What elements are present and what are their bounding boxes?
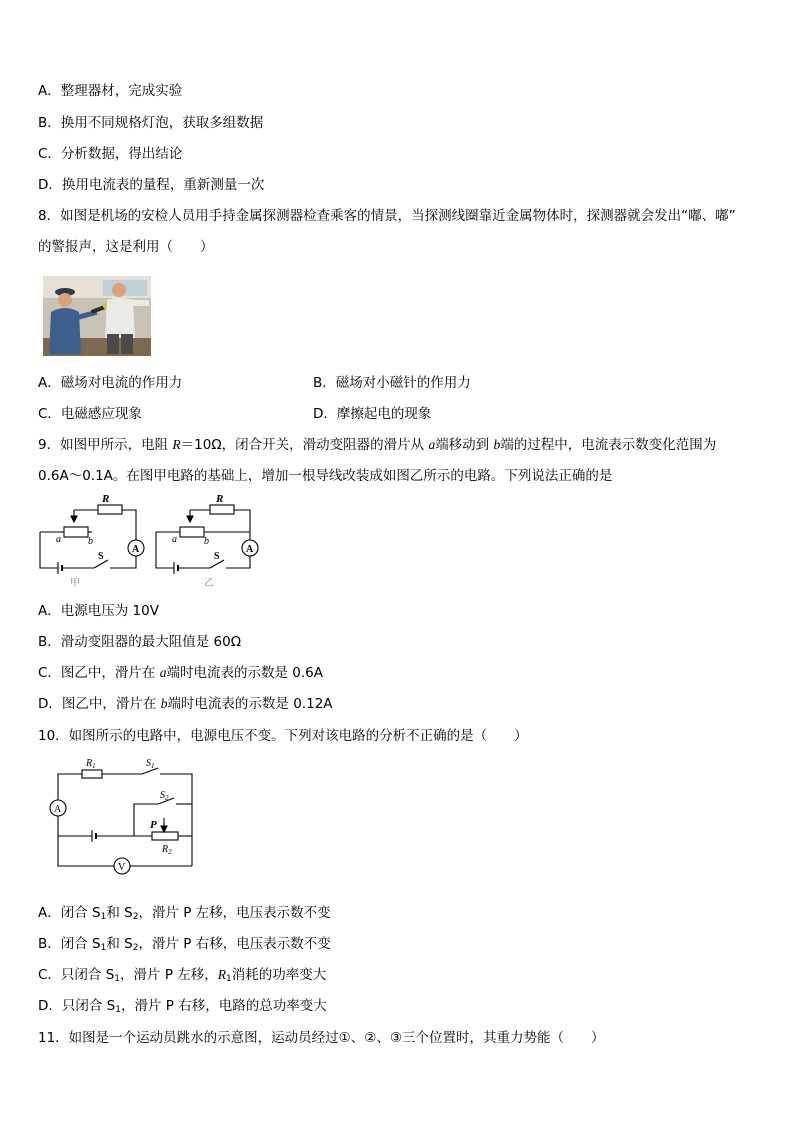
q9-stem-part4: 端的过程中，电流表示数变化范围为 — [500, 437, 717, 453]
q9-stem-a: a — [428, 437, 436, 452]
q10-option-a-part1: A．闭合 S — [38, 905, 101, 921]
q11-stem: 11．如图是一个运动员跳水的示意图，运动员经过①、②、③三个位置时，其重力势能（ ） — [38, 1030, 605, 1046]
q9-option-d — [38, 695, 333, 713]
q10-R2-label: $R_2$ — [162, 844, 172, 856]
q10-circuit — [42, 756, 200, 880]
q9-yi-a-label: a — [172, 534, 177, 545]
q9-stem-line2: 0.6A～0.1A。在图甲电路的基础上，增加一根导线改装成如图乙所示的电路。下列说法正确的是 — [38, 468, 613, 484]
q10-option-c-R: R — [217, 967, 227, 982]
q7-option-a: A．整理器材，完成实验 — [38, 83, 183, 99]
q10-option-d — [38, 997, 327, 1019]
q9-yi-caption: 乙 — [204, 578, 214, 588]
q10-option-b — [38, 935, 331, 957]
q9-option-d-var: b — [160, 696, 168, 711]
q10-option-c-sub1: 1 — [114, 974, 121, 984]
q10-option-b-sub1: 1 — [100, 943, 107, 953]
q9-stem-line1 — [38, 436, 716, 454]
q9-jia-caption: 甲 — [70, 578, 80, 588]
q10-option-d-part2: ，滑片 P 右移，电路的总功率变大 — [121, 998, 327, 1014]
q10-option-b-part1: B．闭合 S — [38, 936, 101, 952]
q9-option-c-part2: 端时电流表的示数是 0.6A — [166, 665, 323, 681]
q8-stem-line2: 的警报声，这是利用（ ） — [38, 239, 214, 255]
security-check-photo — [43, 276, 151, 356]
q10-option-a-sub2: 2 — [132, 912, 139, 922]
q9-circuit-jia — [36, 492, 148, 588]
q10-option-a — [38, 904, 331, 926]
q10-S1-label: $S_1$ — [146, 758, 155, 770]
q9-stem-part3: 端移动到 — [435, 437, 494, 453]
q10-option-c — [38, 966, 326, 988]
q10-option-c-sub2: 1 — [226, 974, 232, 984]
q9-jia-ammeter-label: A — [132, 544, 140, 555]
q10-option-a-sub1: 1 — [100, 912, 107, 922]
q9-option-c-part1: C．图乙中，滑片在 — [38, 665, 160, 681]
q9-option-d-part2: 端时电流表的示数是 0.12A — [167, 696, 333, 712]
q9-option-a: A．电源电压为 10V — [38, 603, 159, 619]
q10-option-a-part3: ，滑片 P 左移，电压表示数不变 — [138, 905, 331, 921]
q7-option-c: C．分析数据，得出结论 — [38, 146, 183, 162]
q10-stem: 10．如图所示的电路中，电源电压不变。下列对该电路的分析不正确的是（ ） — [38, 728, 528, 744]
q10-voltmeter-label: V — [118, 862, 126, 873]
q10-option-d-part1: D．只闭合 S — [38, 998, 116, 1014]
q10-option-c-part3: 消耗的功率变大 — [231, 967, 327, 983]
q10-S2-label: $S_2$ — [160, 790, 169, 802]
q9-yi-ammeter-label: A — [246, 544, 254, 555]
q9-stem-R: R — [172, 437, 181, 452]
q10-option-b-sub2: 2 — [132, 943, 139, 953]
q9-circuit-yi — [152, 492, 270, 588]
q8-option-a: A．磁场对电流的作用力 — [38, 375, 183, 391]
q9-stem-b: b — [493, 437, 501, 452]
q10-R1-label: $R_1$ — [86, 758, 96, 770]
q9-option-b: B．滑动变阻器的最大阻值是 60Ω — [38, 634, 242, 650]
q7-option-d: D．换用电流表的量程，重新测量一次 — [38, 177, 265, 193]
q9-option-c-var: a — [159, 665, 167, 680]
q10-option-a-part2: 和 S — [106, 905, 133, 921]
q9-stem-part1: 9．如图甲所示，电阻 — [38, 437, 173, 453]
q10-option-c-part1: C．只闭合 S — [38, 967, 115, 983]
q9-yi-R-label: R — [216, 493, 224, 505]
q9-stem-part2: ＝10Ω，闭合开关，滑动变阻器的滑片从 — [180, 437, 429, 453]
q10-option-b-part2: 和 S — [106, 936, 133, 952]
q10-option-c-part2: ，滑片 P 左移， — [120, 967, 218, 983]
q8-option-b: B．磁场对小磁针的作用力 — [313, 375, 471, 391]
q7-option-b: B．换用不同规格灯泡，获取多组数据 — [38, 115, 264, 131]
q8-option-d: D．摩擦起电的现象 — [313, 406, 432, 422]
q9-option-d-part1: D．图乙中，滑片在 — [38, 696, 161, 712]
q9-yi-b-label: b — [204, 536, 209, 547]
q9-jia-a-label: a — [56, 534, 61, 545]
q10-P-label: P — [150, 819, 157, 831]
q10-option-b-part3: ，滑片 P 右移，电压表示数不变 — [138, 936, 331, 952]
q9-jia-b-label: b — [88, 536, 93, 547]
q10-ammeter-label: A — [54, 804, 62, 815]
q9-jia-switch-label: S — [98, 551, 104, 562]
q8-option-c: C．电磁感应现象 — [38, 406, 142, 422]
q8-stem-line1: 8．如图是机场的安检人员用手持金属探测器检查乘客的情景，当探测线圈靠近金属物体时，探测器就会发出“嘟、嘟” — [38, 208, 736, 224]
q10-option-d-sub1: 1 — [115, 1005, 121, 1015]
q9-yi-switch-label: S — [214, 551, 220, 562]
q9-jia-R-label: R — [102, 493, 110, 505]
q9-option-c — [38, 664, 323, 682]
